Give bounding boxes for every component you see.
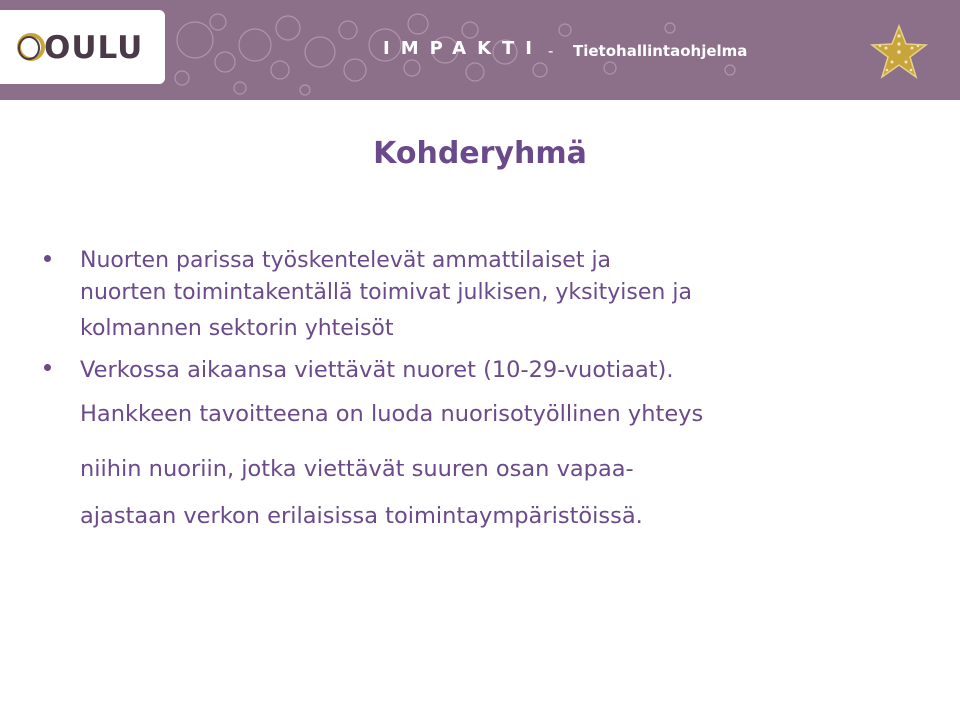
bullet-text-line: Hankkeen tavoitteena on luoda nuorisotyöllinen yhteys xyxy=(80,401,704,427)
program-subtitle: Tietohallintaohjelma xyxy=(573,42,748,60)
program-name: IMPAKTI xyxy=(383,38,544,59)
starfish-logo-icon xyxy=(868,24,930,80)
program-separator: - xyxy=(548,42,554,60)
oulu-logo xyxy=(0,10,165,84)
bullet-dot-icon xyxy=(44,364,51,371)
bullet-text-line: Nuorten parissa työskentelevät ammattilaiset ja xyxy=(80,248,612,273)
bullet-item xyxy=(44,244,934,354)
logo-text: OULU xyxy=(44,30,144,66)
bullet-text-line: nuorten toimintakentällä toimivat julkisen, yksityisen ja xyxy=(80,280,692,305)
header-band xyxy=(0,0,960,100)
bullet-dot-icon xyxy=(44,255,51,262)
bullet-text-line: niihin nuoriin, jotka viettävät suuren osan vapaa- xyxy=(80,456,634,482)
bullet-item xyxy=(44,352,934,534)
bullet-text-line: Verkossa aikaansa viettävät nuoret (10-29-vuotiaat). xyxy=(80,357,674,383)
bullet-text-line: ajastaan verkon erilaisissa toimintaympäristöissä. xyxy=(80,503,643,529)
slide-title: Kohderyhmä xyxy=(373,136,587,171)
bullet-list xyxy=(44,250,934,534)
bullet-text-line: kolmannen sektorin yhteisöt xyxy=(80,316,394,341)
oulu-o-ring-icon xyxy=(16,32,46,62)
